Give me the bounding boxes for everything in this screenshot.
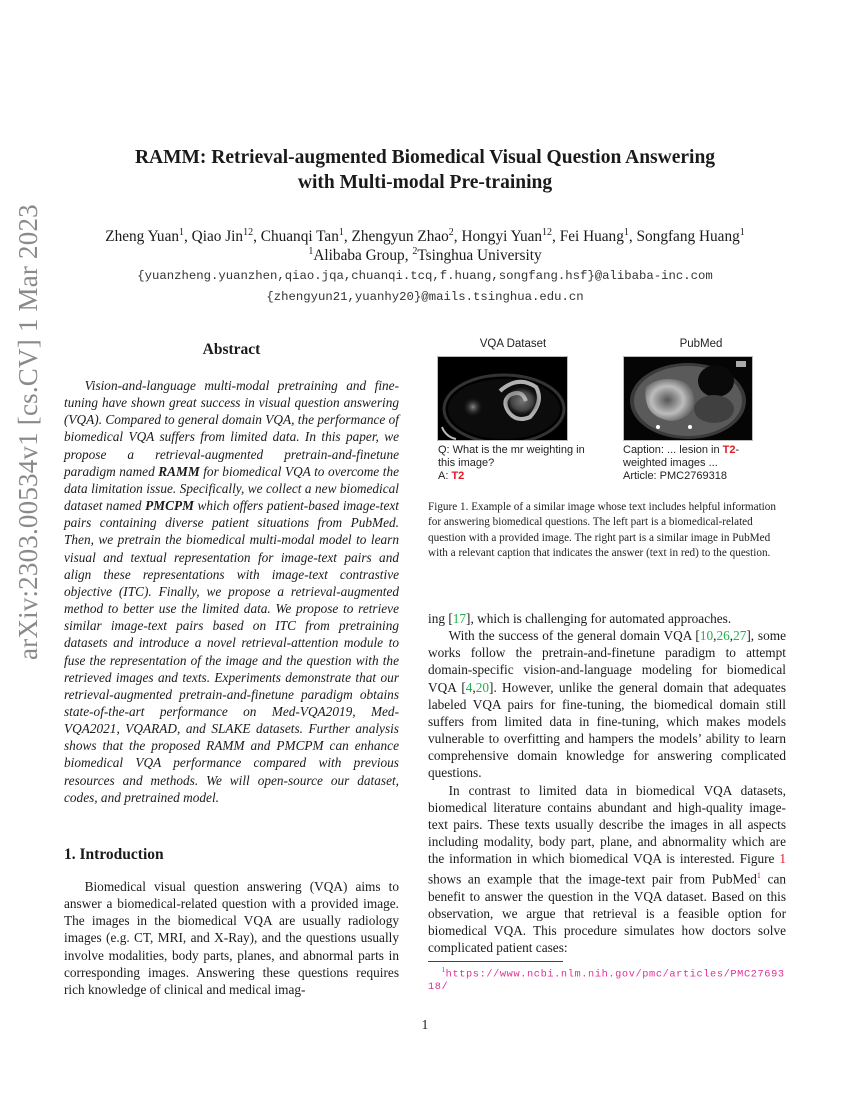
citation-link[interactable]: 27: [733, 628, 747, 644]
citation-link[interactable]: 4: [465, 679, 473, 695]
affiliation-mark: 1: [338, 227, 344, 238]
footnote-url-link[interactable]: https://www.ncbi.nlm.nih.gov/pmc/articles/PMC2769318/: [428, 968, 785, 994]
footnote-mark: 1: [441, 966, 446, 974]
intro-paragraph: Biomedical visual question answering (VQA) aims to answer a biomedical-related question with a provided image. The images in the biomedical VQA are usually radiology images (e.g. CT, MRI, and X-Ray), and the questions usually involve modalities, body parts, planes, and abnormal parts in corresponding images. Answering these questions requires rich knowledge of clinical and medical imag-: [64, 879, 399, 997]
vqa-question: Q: What is the mr weighting in this image?: [438, 444, 585, 470]
figure-reference-link[interactable]: 1: [779, 851, 786, 867]
affiliation-mark: 1: [308, 246, 314, 257]
section-heading-introduction: 1. Introduction: [64, 846, 164, 863]
affiliations: [0, 246, 850, 265]
affiliation-mark: 1: [739, 227, 745, 238]
citation-link[interactable]: 17: [452, 611, 467, 626]
body-text: shows an example that the image-text pair from PubMed: [428, 871, 757, 887]
figure-panel-vqa: [428, 338, 598, 483]
vqa-answer: [438, 470, 598, 483]
caption-text: -: [735, 444, 740, 456]
intro-paragraph: [428, 610, 786, 627]
abstract-heading: Abstract: [202, 341, 261, 358]
pubmed-caption-line2: weighted images ...: [623, 457, 718, 470]
footnote-reference-link[interactable]: 1: [756, 871, 761, 881]
author: Fei Huang: [559, 228, 624, 245]
body-text: ], which is challenging for automated approaches.: [466, 611, 732, 626]
affiliation-mark: 12: [243, 227, 254, 238]
mri-image-pubmed: [623, 356, 753, 441]
figure-label-pubmed: PubMed: [679, 338, 723, 350]
paper-title: [0, 145, 850, 195]
body-text: In contrast to limited data in biomedical VQA datasets, biomedical literature contains abundant and high-quality image-text pairs. These texts usually describe the images in all aspects including modality, body part, plane, and abnormality which are the information in which biomedical VQA is interested. Figure: [428, 782, 786, 867]
affiliation-mark: 12: [542, 227, 553, 238]
body-text: ing [: [428, 611, 453, 626]
author: Qiao Jin: [191, 228, 244, 245]
author: Zhengyun Zhao: [351, 228, 449, 245]
pubmed-caption-line1: [623, 444, 793, 457]
affiliation-tsinghua: Tsinghua University: [417, 247, 542, 264]
citation-link[interactable]: 20: [475, 679, 490, 695]
affiliation-mark: 2: [448, 227, 454, 238]
caption-answer: T2: [722, 444, 736, 456]
mri-image-vqa: [437, 356, 568, 441]
affiliation-mark: 1: [179, 227, 185, 238]
email-alibaba: {yuanzheng.yuanzhen,qiao.jqa,chuanqi.tcq,f.huang,songfang.hsf}@alibaba-inc.com: [137, 269, 713, 283]
body-text: With the success of the general domain VQA [: [448, 628, 700, 644]
introduction-body: [64, 878, 399, 998]
citation-link[interactable]: 10: [699, 628, 714, 644]
arxiv-identifier-stamp: arXiv:2303.00534v1 [cs.CV] 1 Mar 2023: [13, 204, 43, 660]
author: Songfang Huang: [636, 228, 740, 245]
body-text: ], some works follow the pretrain-and-finetune paradigm to attempt domain-specific vision-and-language modeling for biomedical VQA [: [428, 628, 786, 695]
figure-label-vqa-dataset: VQA Dataset: [479, 338, 547, 350]
page-number: 1: [421, 1017, 429, 1032]
footnote-1: [428, 964, 786, 994]
figure-1: [428, 338, 786, 488]
affiliation-mark: 2: [412, 246, 418, 257]
author: Zheng Yuan: [105, 228, 180, 245]
affiliation-mark: 1: [623, 227, 629, 238]
author-block: [0, 227, 850, 265]
body-text: can benefit to answer the question in the VQA dataset. Based on this observation, we argue that retrieval is a feasible option for biomedical VQA. This procedure simulates how doctors solve complicated patient cases:: [428, 871, 787, 956]
affiliation-alibaba: Alibaba Group,: [313, 247, 413, 264]
abstract-text: Vision-and-language multi-modal pretraining and fine-tuning have shown great success in visual question answering (VQA). Compared to general domain VQA, the performance of biomedical VQA suffers from limited data. In this paper, we propose a retrieval-augmented pretrain-and-finetune paradigm named: [64, 378, 399, 479]
citation-link[interactable]: 26: [716, 628, 730, 644]
abstract-text: for biomedical VQA to overcome the data limitation issue. Specifically, we collect a new biomedical dataset named: [64, 463, 399, 514]
title-line-1: RAMM: Retrieval-augmented Biomedical Visual Question Answering: [134, 147, 716, 168]
author-list: Zheng Yuan$^1$, Qiao Jin$^{12}$, Chuanqi Tan$^1$, Zhengyun Zhao$^2$, Hongyi Yuan$^{12}$, Fei Huang$^1$, Songfang Huang$^1$: [105, 227, 745, 245]
body-text: ]. However, unlike the general domain that adequates labeled VQA pairs for fine-tuning, the biomedical domain still suffers from limited data in fine-tuning, which makes models vulnerable to overfitting and hampers the models’ ability to learn comprehensive domain knowledge for answering complicated questions.: [428, 679, 786, 781]
author: Chuanqi Tan: [260, 228, 339, 245]
title-line-2: with Multi-modal Pre-training: [297, 172, 553, 193]
answer-prefix: A:: [438, 470, 452, 483]
figure-pubmed-text: [623, 444, 793, 484]
model-name-ramm: RAMM: [158, 463, 200, 479]
figure-panel-pubmed: [616, 338, 786, 483]
intro-paragraph: [428, 782, 786, 957]
abstract-body: [64, 377, 399, 806]
intro-paragraph: With the success of the general domain VQA [10,26,27], some works follow the pretrain-and-finetune paradigm to attempt domain-specific vision-and-language modeling for biomedical VQA [4,20]. However, unlike the general domain that adequates labeled VQA pairs for fine-tuning, the biomedical domain still suffers from limited data in fine-tuning, which makes models vulnerable to overfitting and hampers the models’ ability to learn comprehensive domain knowledge for answering complicated questions.: [428, 628, 786, 781]
dataset-name-pmcpm: PMCPM: [145, 498, 194, 514]
answer-value: T2: [451, 470, 465, 483]
figure-1-caption: Figure 1. Example of a similar image whose text includes helpful information for answering biomedical questions. The left part is a biomedical-related question with a provided image. The right part is a similar image in PubMed with a relevant caption that indicates the answer (text in red) to the question.: [428, 501, 776, 559]
pubmed-article-id: Article: PMC2769318: [623, 470, 727, 483]
abstract-text: which offers patient-based image-text pairs containing diverse patient situations from PubMed. Then, we pretrain the biomedical multi-modal model to learn visual and textual representation for image-text pairs and align these representations with image-text contrastive objective (ITC). Finally, we propose a retrieval-augmented method to better use the limited data. We propose to retrieve similar image-text pairs based on ITC from pretraining datasets and introduce a novel retrieval-attention module to fuse the representation of the image and the question with the retrieved images and texts. Experiments demonstrate that our retrieval-augmented pretrain-and-finetune paradigm obtains state-of-the-art performance on Med-VQA2019, Med-VQA2021, VQARAD, and SLAKE datasets. Further analysis shows that the proposed RAMM and PMCPM can enhance biomedical VQA performance compared with previous resources and methods. We will open-source our dataset, codes, and pretrained model.: [64, 498, 399, 805]
email-tsinghua: {zhengyun21,yuanhy20}@mails.tsinghua.edu.cn: [266, 290, 584, 304]
caption-text: Caption: ... lesion in: [623, 444, 723, 456]
email-block: [0, 266, 850, 308]
author: Hongyi Yuan: [461, 228, 543, 245]
footnote-divider: [428, 961, 563, 962]
introduction-body-continued: [428, 610, 786, 957]
figure-vqa-text: [438, 444, 598, 484]
